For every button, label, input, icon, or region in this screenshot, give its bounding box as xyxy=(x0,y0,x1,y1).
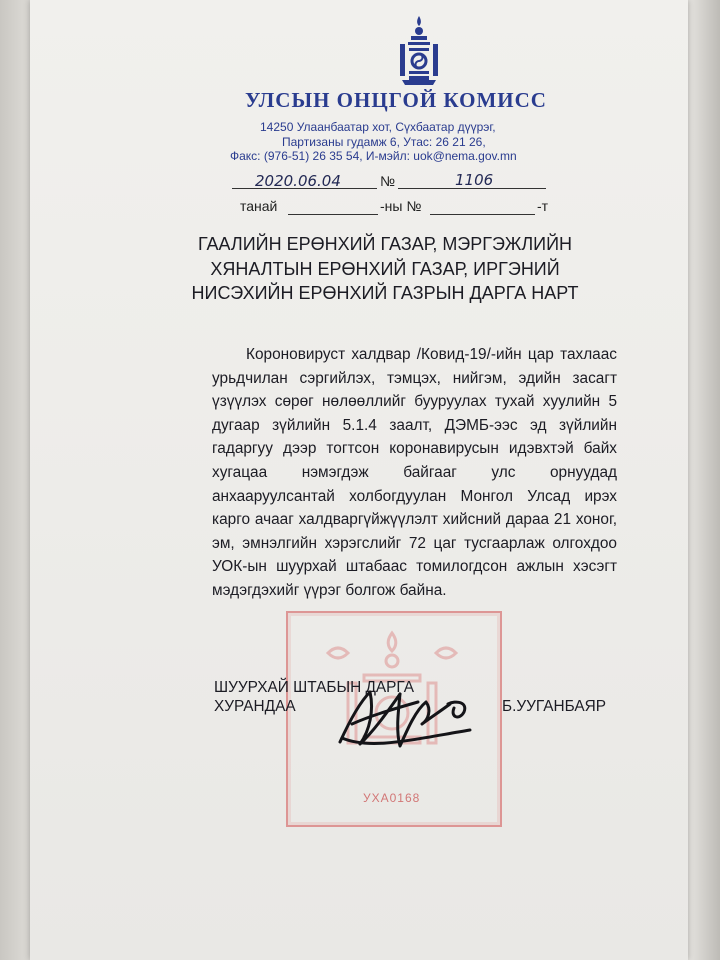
address-line-3: Факс: (976-51) 26 35 54, И-мэйл: uok@nema.gov.mn xyxy=(230,149,517,163)
reply-suffix: -т xyxy=(537,198,549,214)
addressee-line-2: ХЯНАЛТЫН ЕРӨНХИЙ ГАЗАР, ИРГЭНИЙ xyxy=(210,258,560,279)
addressee-block xyxy=(150,232,620,306)
body-paragraph: Короновируст халдвар /Ковид-19/-ийн цар тахлаас урьдчилан сэргийлэх, тэмцэх, нийгэм, эдийн засагт үзүүлэх сөрөг нөлөөллийг бууруулах тухай хуулийн 5 дугаар зүйлийн 5.1.4 заалт, ДЭМБ-ээс эд зүйлийн гадаргуу дээр тогтсон коронавирусын идэвхтэй байх хугацаа нэмэгдэж байгааг улс орнуудад анхааруулсантай холбогдуулан Монгол Улсад ирэх карго ачааг халдваргүйжүүлэлт хийсний дараа 21 хоног, эм, эмнэлгийн хэрэгслийг 72 цаг тусгаарлаж олгохдоо УОК-ын шуурхай штабаас томилогдсон ажлын хэсэгт мэдэгдэхийг үүрэг болгож байна. xyxy=(212,346,617,599)
handwritten-signature xyxy=(330,680,480,760)
reply-mid: -ны № xyxy=(380,198,422,214)
addressee-line-1: ГААЛИЙН ЕРӨНХИЙ ГАЗАР, МЭРГЭЖЛИЙН xyxy=(197,234,573,254)
signer-title-1: ШУУРХАЙ ШТАБЫН ДАРГА xyxy=(214,679,415,696)
reply-number-underline xyxy=(430,214,535,215)
letter-page xyxy=(30,0,688,960)
number-label: № xyxy=(380,173,396,189)
reply-date-underline xyxy=(288,214,378,215)
stamp-code: УХА0168 xyxy=(363,791,421,805)
soyombo-emblem-icon xyxy=(396,14,442,88)
letter-date: 2020.06.04 xyxy=(255,172,341,190)
reply-prefix: танай xyxy=(240,198,278,214)
letter-body xyxy=(212,343,617,603)
addressee-line-3: НИСЭХИЙН ЕРӨНХИЙ ГАЗРЫН ДАРГА НАРТ xyxy=(191,283,579,303)
letter-number: 1106 xyxy=(455,171,494,189)
address-line-2: Партизаны гудамж 6, Утас: 26 21 26, xyxy=(282,135,486,149)
address-line-1: 14250 Улаанбаатар хот, Сүхбаатар дүүрэг, xyxy=(260,120,496,134)
organization-name: УЛСЫН ОНЦГОЙ КОМИСС xyxy=(245,88,547,112)
signer-title-2: ХУРАНДАА xyxy=(214,698,296,715)
signer-name: Б.УУГАНБАЯР xyxy=(502,698,607,715)
